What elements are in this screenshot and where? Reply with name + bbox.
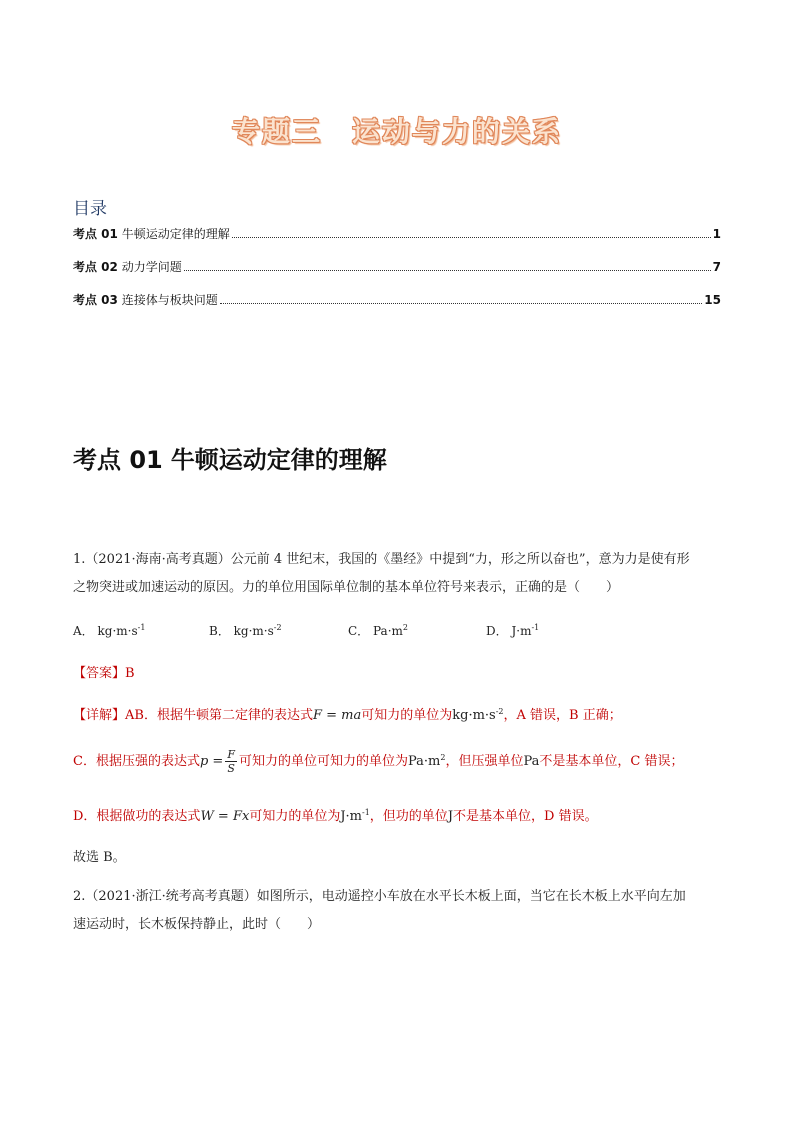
explanation-text: ，但功的单位	[369, 809, 448, 824]
fraction-numerator: F	[227, 748, 235, 761]
toc-heading: 目录	[73, 199, 107, 219]
unit-exponent: -2	[495, 707, 504, 716]
toc-item-page: 1	[712, 227, 721, 241]
toc-item-code: 考点 01	[73, 227, 118, 241]
section-code: 考点 01	[73, 446, 163, 474]
option-unit: kg·m·s	[97, 624, 138, 638]
fraction-denominator: S	[227, 762, 235, 775]
explanation-ab	[73, 704, 733, 723]
toc-item-1[interactable]	[73, 225, 721, 242]
toc-leader-dots	[232, 236, 711, 238]
option-d[interactable]	[486, 622, 539, 639]
section-title: 牛顿运动定律的理解	[170, 446, 387, 474]
question-1-line-1: 1.（2021·海南·高考真题）公元前 4 世纪末，我国的《墨经》中提到“力，形之所以奋也”，意为力是使有形	[73, 552, 690, 567]
unit-text: J	[447, 809, 454, 824]
question-2-line-2: 速运动时，长木板保持静止，此时（ ）	[73, 917, 321, 932]
option-exponent: 2	[402, 623, 408, 632]
formula-newton-second-law: F = ma	[312, 708, 362, 723]
explanation-text: ，但压强单位	[445, 754, 524, 769]
option-letter: D．	[486, 624, 508, 638]
explanation-text: D．根据做功的表达式	[73, 809, 201, 824]
toc-item-3[interactable]	[73, 291, 721, 308]
unit-text: J·m	[340, 809, 362, 824]
toc-item-page: 7	[712, 260, 721, 274]
toc-item-label: 牛顿运动定律的理解	[121, 227, 230, 241]
option-a[interactable]	[73, 622, 145, 639]
title-part-2: 运动与力的关系	[352, 115, 563, 148]
question-2-line-1: 2.（2021·浙江·统考高考真题）如图所示，电动遥控小车放在水平长木板上面，当它在长木板上水平向左加	[73, 889, 686, 904]
option-exponent: -1	[531, 623, 540, 632]
toc-leader-dots	[220, 302, 703, 304]
option-letter: C．	[348, 624, 370, 638]
option-letter: B．	[209, 624, 230, 638]
answer-value: B	[125, 666, 135, 681]
answer-label: 【答案】	[73, 666, 126, 681]
toc-leader-dots	[184, 269, 711, 271]
toc-item-label: 动力学问题	[121, 260, 182, 274]
formula-pressure: p =	[199, 754, 224, 769]
toc-item-code: 考点 03	[73, 293, 118, 307]
explanation-text: 可知力的单位可知力的单位为	[238, 754, 408, 769]
explanation-text: 不是基本单位，D 错误。	[453, 809, 598, 824]
explanation-text: AB．根据牛顿第二定律的表达式	[125, 708, 313, 723]
option-b[interactable]	[209, 622, 282, 639]
toc-item-page: 15	[704, 293, 721, 307]
unit-text: Pa	[523, 754, 540, 769]
question-2-stem	[73, 883, 723, 939]
formula-work: W = Fx	[200, 809, 250, 824]
question-1-stem	[73, 546, 723, 602]
toc-item-2[interactable]	[73, 258, 721, 275]
option-exponent: -2	[273, 623, 282, 632]
explanation-text: 可知力的单位为	[249, 809, 341, 824]
toc-item-label: 连接体与板块问题	[121, 293, 218, 307]
detail-label: 【详解】	[73, 708, 126, 723]
answer-line	[73, 662, 135, 681]
unit-exponent: 2	[440, 753, 446, 762]
option-unit: J·m	[511, 624, 532, 638]
unit-exponent: -1	[362, 808, 370, 817]
explanation-c	[73, 748, 733, 775]
toc-item-code: 考点 02	[73, 260, 118, 274]
explanation-text: ，A 错误，B 正确；	[503, 708, 622, 723]
unit-text: Pa·m	[407, 754, 441, 769]
fraction-f-over-s	[225, 748, 237, 775]
option-unit: Pa·m	[373, 624, 403, 638]
option-c[interactable]	[348, 622, 408, 639]
explanation-d	[73, 805, 733, 824]
explanation-text: 不是基本单位，C 错误；	[539, 754, 684, 769]
document-title	[0, 110, 794, 150]
conclusion: 故选 B。	[73, 850, 126, 865]
section-heading	[73, 440, 387, 475]
option-letter: A．	[73, 624, 94, 638]
explanation-text: C．根据压强的表达式	[73, 754, 200, 769]
option-exponent: -1	[137, 623, 146, 632]
explanation-text: 可知力的单位为	[361, 708, 453, 723]
option-unit: kg·m·s	[233, 624, 274, 638]
unit-text: kg·m·s	[452, 708, 496, 723]
title-part-1: 专题三	[231, 115, 322, 148]
question-1-line-2: 之物突进或加速运动的原因。力的单位用国际单位制的基本单位符号来表示，正确的是（ ）	[73, 580, 620, 595]
